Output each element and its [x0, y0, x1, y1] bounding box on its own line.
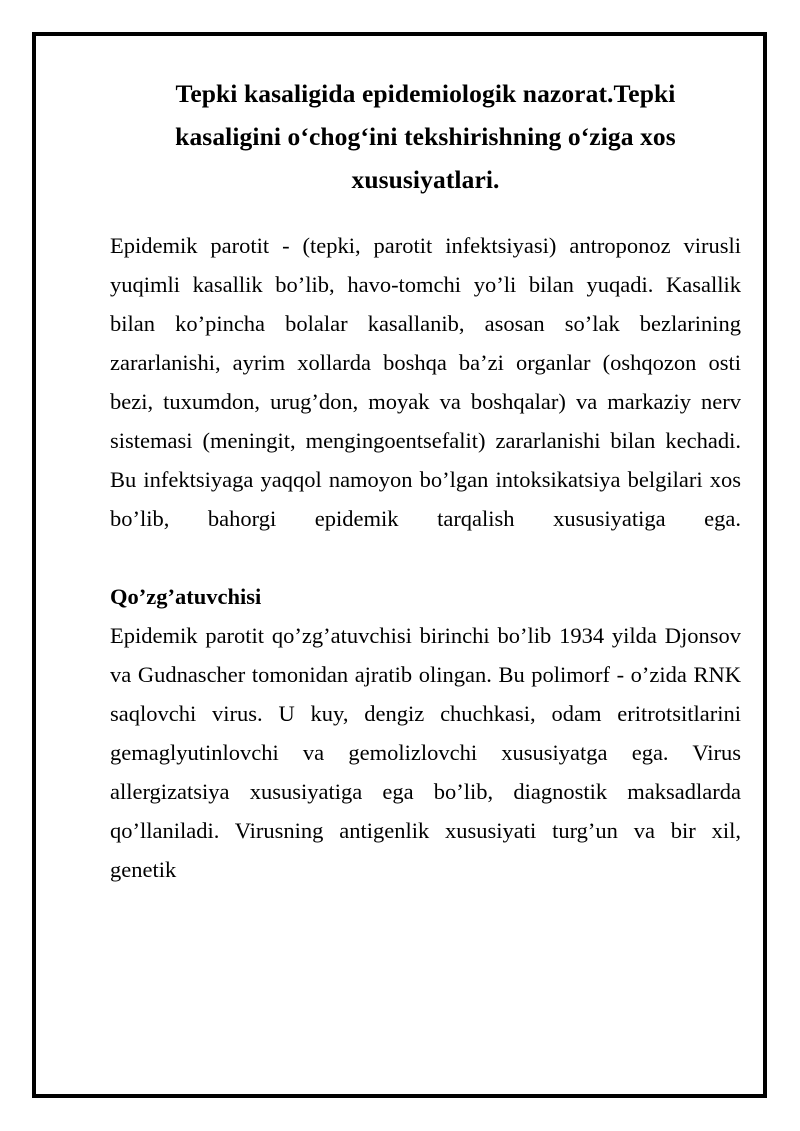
page-title-line-3: tekshirishning oʻziga xos xususiyatlari. [351, 122, 676, 194]
document-body [110, 226, 741, 928]
page-title [110, 72, 741, 201]
section-heading-qozgatuvchisi: Qo’zg’atuvchisi [110, 584, 262, 609]
paragraph-qozgatuvchisi-body: Epidemik parotit qo’zg’atuvchisi birinchi bo’lib 1934 yilda Djonsov va Gudnascher tomonidan ajratib olingan. Bu polimorf - o’zida RNK saqlovchi virus. U kuy, dengiz chuchkasi, odam eritrotsitlarini gemaglyutinlovchi va gemolizlovchi xususiyatga ega. Virus allergizatsiya xususiyatiga ega bo’lib, diagnostik maksadlarda qo’llaniladi. Virusning antigenlik xususiyati turg’un va bir xil, genetik [110, 623, 741, 882]
page-title-line-2: nazorat.Tepki kasaligini oʻchogʻini [175, 79, 676, 151]
paragraph-intro: Epidemik parotit - (tepki, parotit infektsiyasi) antroponoz virusli yuqimli kasallik bo’lib, havo-tomchi yo’li bilan yuqadi. Kasallik bilan ko’pincha bolalar kasallanib, asosan so’lak bezlarining zararlanishi, ayrim xollarda boshqa ba’zi organlar (oshqozon osti bezi, tuxumdon, urug’don, moyak va boshqalar) va markaziy nerv sistemasi (meningit, mengingoentsefalit) zararlanishi bilan kechadi. Bu infektsiyaga yaqqol namoyon bo’lgan intoksikatsiya belgilari xos bo’lib, bahorgi epidemik tarqalish xususiyatiga ega. [110, 233, 741, 531]
page-title-line-1: Tepki kasaligida epidemiologik [175, 79, 517, 108]
document-content [110, 72, 741, 928]
